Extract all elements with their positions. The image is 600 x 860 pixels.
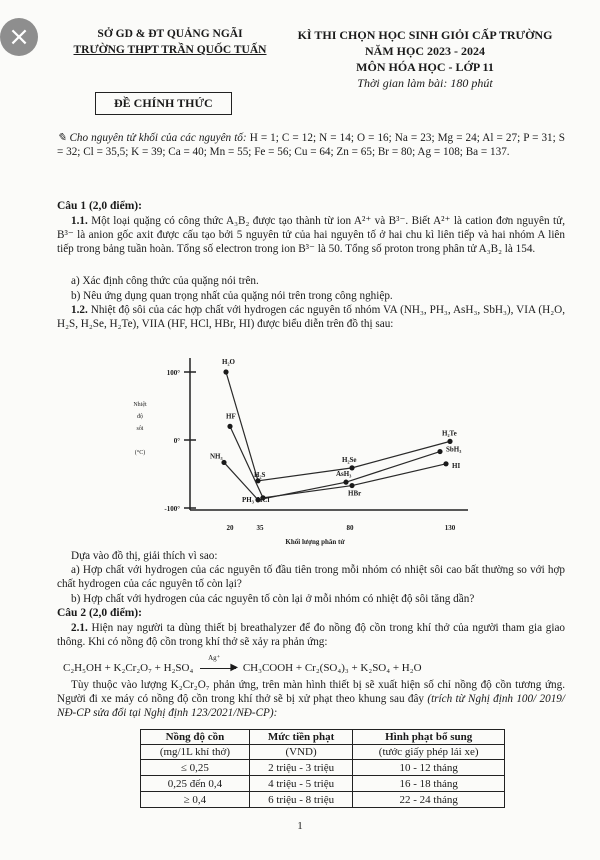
reaction-arrow-icon: Ag⁺ ▶ bbox=[200, 663, 236, 673]
table-cell: 16 - 18 tháng bbox=[353, 776, 505, 792]
x-tick-label: 130 bbox=[444, 524, 456, 532]
table-header: Hình phạt bổ sung bbox=[353, 730, 505, 745]
data-label: SbH₃ bbox=[446, 445, 462, 454]
reaction-equation: C₂H₅OH + K₂Cr₂O₇ + H₂SO₄ Ag⁺ ▶ CH₃COOH + Cr₂(SO₄)₃ + K₂SO₄ + H₂O bbox=[63, 654, 422, 674]
data-label: PH₃ bbox=[242, 495, 254, 504]
q1-qb: b) Hợp chất với hydrogen của các nguyên tố còn lại ở mỗi nhóm có nhiệt độ sôi tăng dần? bbox=[71, 593, 475, 605]
table-row bbox=[141, 776, 505, 792]
data-point bbox=[443, 461, 448, 466]
table-cell: 6 triệu - 8 triệu bbox=[249, 792, 352, 808]
data-label: H₂O bbox=[222, 358, 235, 366]
table-cell: 2 triệu - 3 triệu bbox=[249, 760, 352, 776]
data-label: HBr bbox=[348, 489, 362, 498]
data-label: H₂Se bbox=[342, 455, 357, 464]
y-tick-label: 0° bbox=[173, 437, 180, 445]
x-tick-label: 20 bbox=[226, 524, 234, 532]
data-point bbox=[223, 369, 228, 374]
data-label: HI bbox=[452, 461, 461, 470]
table-header: Nồng độ cồn bbox=[141, 730, 250, 745]
data-label: H₂S bbox=[254, 470, 266, 479]
q2-title: Câu 2 (2,0 điểm): bbox=[57, 607, 142, 619]
school-year: NĂM HỌC 2023 - 2024 bbox=[365, 44, 485, 58]
chart-labels bbox=[210, 358, 461, 504]
x-tick-label: 35 bbox=[256, 524, 264, 532]
school-name: TRƯỜNG THPT TRẦN QUỐC TUẤN bbox=[73, 44, 267, 56]
data-point bbox=[437, 449, 442, 454]
subject: MÔN HÓA HỌC - LỚP 11 bbox=[356, 60, 494, 74]
table-subheader: (VND) bbox=[249, 745, 352, 760]
y-axis-label: (°C) bbox=[134, 450, 146, 456]
q2-follow: Tùy thuộc vào lượng K₂Cr₂O₇ phản ứng, trên màn hình thiết bị sẽ xuất hiện số chỉ nồng độ cồn tương ứng. Người đi xe máy có nồng độ cồn trong khí thở sẽ bị xử phạt theo khung sau đây (trích từ Nghị định 100/ 2019/ NĐ-CP sửa đổi tại Nghị định 123/2021/NĐ-CP): bbox=[57, 679, 566, 720]
y-axis-label: Nhiệt bbox=[133, 402, 147, 408]
x-tick-label: 80 bbox=[346, 524, 354, 532]
q1-qa: a) Hợp chất với hydrogen của các nguyên tố đầu tiên trong mỗi nhóm có nhiệt sôi cao bất thường so với hợp chất hydrogen của các nguyên tố còn lại? bbox=[57, 564, 565, 591]
y-tick-label: 100° bbox=[166, 369, 180, 377]
q2-p21: 2.1. Hiện nay người ta dùng thiết bị breathalyzer để đo nồng độ cồn trong khí thở của người tham gia giao thông. Khi có nồng độ cồn trong khí thở sẽ xảy ra phản ứng: bbox=[57, 622, 566, 649]
table-cell: 10 - 12 tháng bbox=[353, 760, 505, 776]
atomic-masses: ✎ Cho nguyên tử khối của các nguyên tố: H = 1; C = 12; N = 14; O = 16; Na = 23; Mg = 24; Al = 27; P = 31; S = 32; Cl = 35,5; K = 39; Ca = 40; Mn = 55; Fe = 56; Cu = 64; Zn = 65; Br = 80; Ag = 108; Ba = 137. bbox=[57, 132, 566, 159]
q1-p11b: b) Nêu ứng dụng quan trọng nhất của quặng nói trên trong công nghiệp. bbox=[71, 290, 393, 302]
close-icon[interactable]: × bbox=[0, 18, 38, 56]
y-tick-label: -100° bbox=[164, 505, 180, 513]
q1-title: Câu 1 (2,0 điểm): bbox=[57, 200, 142, 212]
chart-lines bbox=[221, 369, 452, 502]
table-row bbox=[141, 760, 505, 776]
data-label: AsH₃ bbox=[336, 470, 352, 479]
time-limit: Thời gian làm bài: 180 phút bbox=[357, 76, 493, 90]
table-cell: 0,25 đến 0,4 bbox=[141, 776, 250, 792]
official-stamp: ĐỀ CHÍNH THỨC bbox=[95, 92, 232, 115]
q1-after-chart: Dựa vào đồ thị, giải thích vì sao: bbox=[71, 550, 218, 562]
table-subheader: (mg/1L khí thở) bbox=[141, 745, 250, 760]
dept-name: SỞ GD & ĐT QUẢNG NGÃI bbox=[97, 28, 243, 40]
data-point bbox=[227, 424, 232, 429]
data-label: NH₃ bbox=[210, 452, 223, 461]
boiling-point-chart bbox=[110, 348, 490, 553]
page-number: 1 bbox=[297, 820, 303, 832]
data-point bbox=[221, 460, 226, 465]
data-label: HCl bbox=[257, 495, 270, 504]
y-axis-label: độ bbox=[137, 414, 143, 420]
series-line-viia bbox=[230, 426, 446, 497]
series-line-via bbox=[226, 372, 450, 481]
table-cell: ≥ 0,4 bbox=[141, 792, 250, 808]
data-point bbox=[447, 439, 452, 444]
table-row bbox=[141, 792, 505, 808]
x-axis-label: Khối lượng phân tử bbox=[285, 538, 345, 546]
pen-icon: ✎ bbox=[57, 132, 70, 144]
penalty-table bbox=[140, 729, 505, 808]
data-point bbox=[343, 480, 348, 485]
q1-p11: 1.1. Một loại quặng có công thức A₃B₂ được tạo thành từ ion A²⁺ và B³⁻. Biết A²⁺ là cation đơn nguyên tử, B³⁻ là anion gốc axit được cấu tạo bởi 5 nguyên tử của hai nguyên tố ở hai chu kì liên tiếp và hai nhóm A liên tiếp trong bảng tuần hoàn. Tổng số electron trong ion B³⁻ là 50. Tổng số proton trong phân tử A₃B₂ là 154. bbox=[57, 215, 565, 256]
chart-axes bbox=[133, 358, 468, 546]
y-axis-label: sôi bbox=[136, 426, 144, 432]
exam-title: KÌ THI CHỌN HỌC SINH GIỎI CẤP TRƯỜNG bbox=[297, 28, 553, 42]
q1-p12: 1.2. Nhiệt độ sôi của các hợp chất với hydrogen các nguyên tố nhóm VA (NH₃, PH₃, AsH₃, SbH₃), VIA (H₂O, H₂S, H₂Se, H₂Te), VIIA (HF, HCl, HBr, HI) được biểu diễn trên đồ thị sau: bbox=[57, 304, 565, 331]
table-subheader: (tước giấy phép lái xe) bbox=[353, 745, 505, 760]
data-label: HF bbox=[226, 412, 236, 421]
data-point bbox=[349, 483, 354, 488]
data-label: H₂Te bbox=[442, 429, 457, 438]
table-header: Mức tiền phạt bbox=[249, 730, 352, 745]
table-cell: 22 - 24 tháng bbox=[353, 792, 505, 808]
table-cell: 4 triệu - 5 triệu bbox=[249, 776, 352, 792]
q1-p11a: a) Xác định công thức của quặng nói trên. bbox=[71, 275, 259, 287]
table-cell: ≤ 0,25 bbox=[141, 760, 250, 776]
